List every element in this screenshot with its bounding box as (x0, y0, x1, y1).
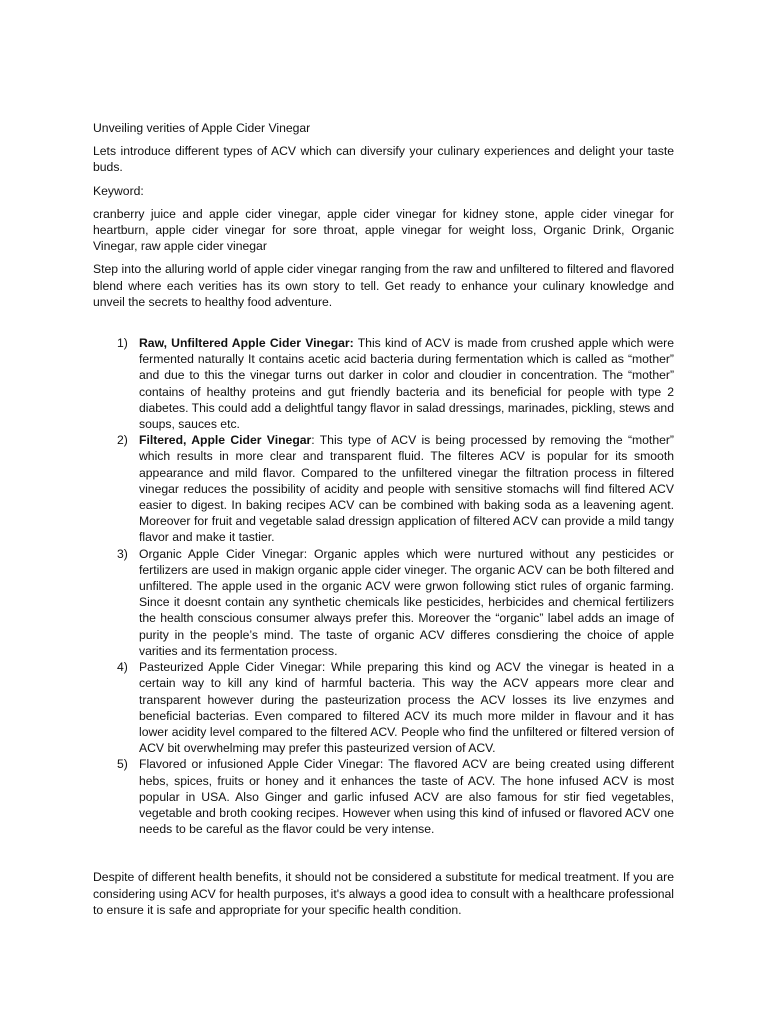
list-item-number: 5) (117, 757, 128, 772)
list-item (93, 432, 674, 545)
list-item-body: : This type of ACV is being processed by removing the “mother” which results in more clear and transparent fluid. The filteres ACV is popular for its smooth appearance and mild flavor. Compared to the unfiltered vinegar the filtration process in filtered vinegar reduces the possibility of acidity and people with sensitive stomachs will find filtered ACV easier to digest. In baking recipes ACV can be combined with baking soda as a leavening agent. Moreover for fruit and vegetable salad dressign application of filtered ACV can provide a mild tangy flavor and make it tastier. (139, 433, 674, 545)
intro-paragraph: Lets introduce different types of ACV which can diversify your culinary experiences and delight your taste buds. (93, 144, 674, 175)
closing-paragraph: Despite of different health benefits, it should not be considered a substitute for medical treatment. If you are considering using ACV for health purposes, it's always a good idea to consult with a healthcare professional to ensure it is safe and appropriate for your specific health condition. (93, 870, 674, 917)
list-item-lead: Raw, Unfiltered Apple Cider Vinegar: (139, 336, 354, 351)
list-item (93, 756, 674, 837)
list-item (93, 335, 674, 432)
list-item-number: 4) (117, 660, 128, 675)
list-item-number: 3) (117, 546, 128, 561)
lead-paragraph: Step into the alluring world of apple cider vinegar ranging from the raw and unfiltered to filtered and flavored blend where each verities has its own story to tell. Get ready to enhance your culinary knowledge and unveil the secrets to healthy food adventure. (93, 262, 674, 309)
list-item-body: This kind of ACV is made from crushed apple which were fermented naturally It contains acetic acid bacteria during fermentation which is called as “mother” and due to this the vinegar turns out darker in color and cloudier in concentration. The “mother” contains of healthy proteins and gut friendly bacteria and its beneficial for people with type 2 diabetes. This could add a delightful tangy flavor in salad dressings, marinades, pickling, stews and soups, sauces etc. (139, 336, 674, 432)
list-item-body: Pasteurized Apple Cider Vinegar: While preparing this kind og ACV the vinegar is heated in a certain way to kill any kind of harmful bacteria. This way the ACV appears more clear and transparent however during the pasteurization process the ACV losses its live enzymes and beneficial bacterias. Even compared to filtered ACV its much more milder in flavour and it has lower acidity level compared to the filtered ACV. People who find the unfiltered or filtered version of ACV bit overwhelming may prefer this pasteurized version of ACV. (139, 660, 674, 756)
list-item (93, 546, 674, 659)
list-item-body: Flavored or infusioned Apple Cider Vinegar: The flavored ACV are being created using different hebs, spices, fruits or honey and it enhances the taste of ACV. The hone infused ACV is most popular in USA. Also Ginger and garlic infused ACV are also famous for stir fied vegetables, vegetable and broth cooking recipes. However when using this kind of infused or flavored ACV one needs to be careful as the flavor could be very intense. (139, 757, 674, 837)
acv-types-list (93, 335, 674, 837)
keywords-paragraph: cranberry juice and apple cider vinegar, apple cider vinegar for kidney stone, apple cider vinegar for heartburn, apple cider vinegar for sore throat, apple vinegar for weight loss, Organic Drink, Organic Vinegar, raw apple cider vinegar (93, 206, 674, 254)
keyword-heading: Keyword: (93, 183, 144, 198)
list-item-body: Organic Apple Cider Vinegar: Organic apples which were nurtured without any pesticides or fertilizers are used in makign organic apple cider vineger. The organic ACV can be both filtered and unfiltered. The apple used in the organic ACV were grwon following stict rules of organic farming. Since it doesnt contain any synthetic chemicals like pesticides, herbicides and chemical fertilizers the health conscious consumer always prefer this. Moreover the “organic” label adds an image of purity in the people’s mind. The taste of organic ACV differes consdiering the choice of apple varities and its fermentation process. (139, 546, 674, 658)
list-item-number: 1) (117, 336, 128, 351)
document-title: Unveiling verities of Apple Cider Vinegar (93, 121, 311, 135)
list-item-number: 2) (117, 433, 128, 448)
list-item-lead: Filtered, Apple Cider Vinegar (139, 433, 312, 448)
list-item (93, 659, 674, 756)
